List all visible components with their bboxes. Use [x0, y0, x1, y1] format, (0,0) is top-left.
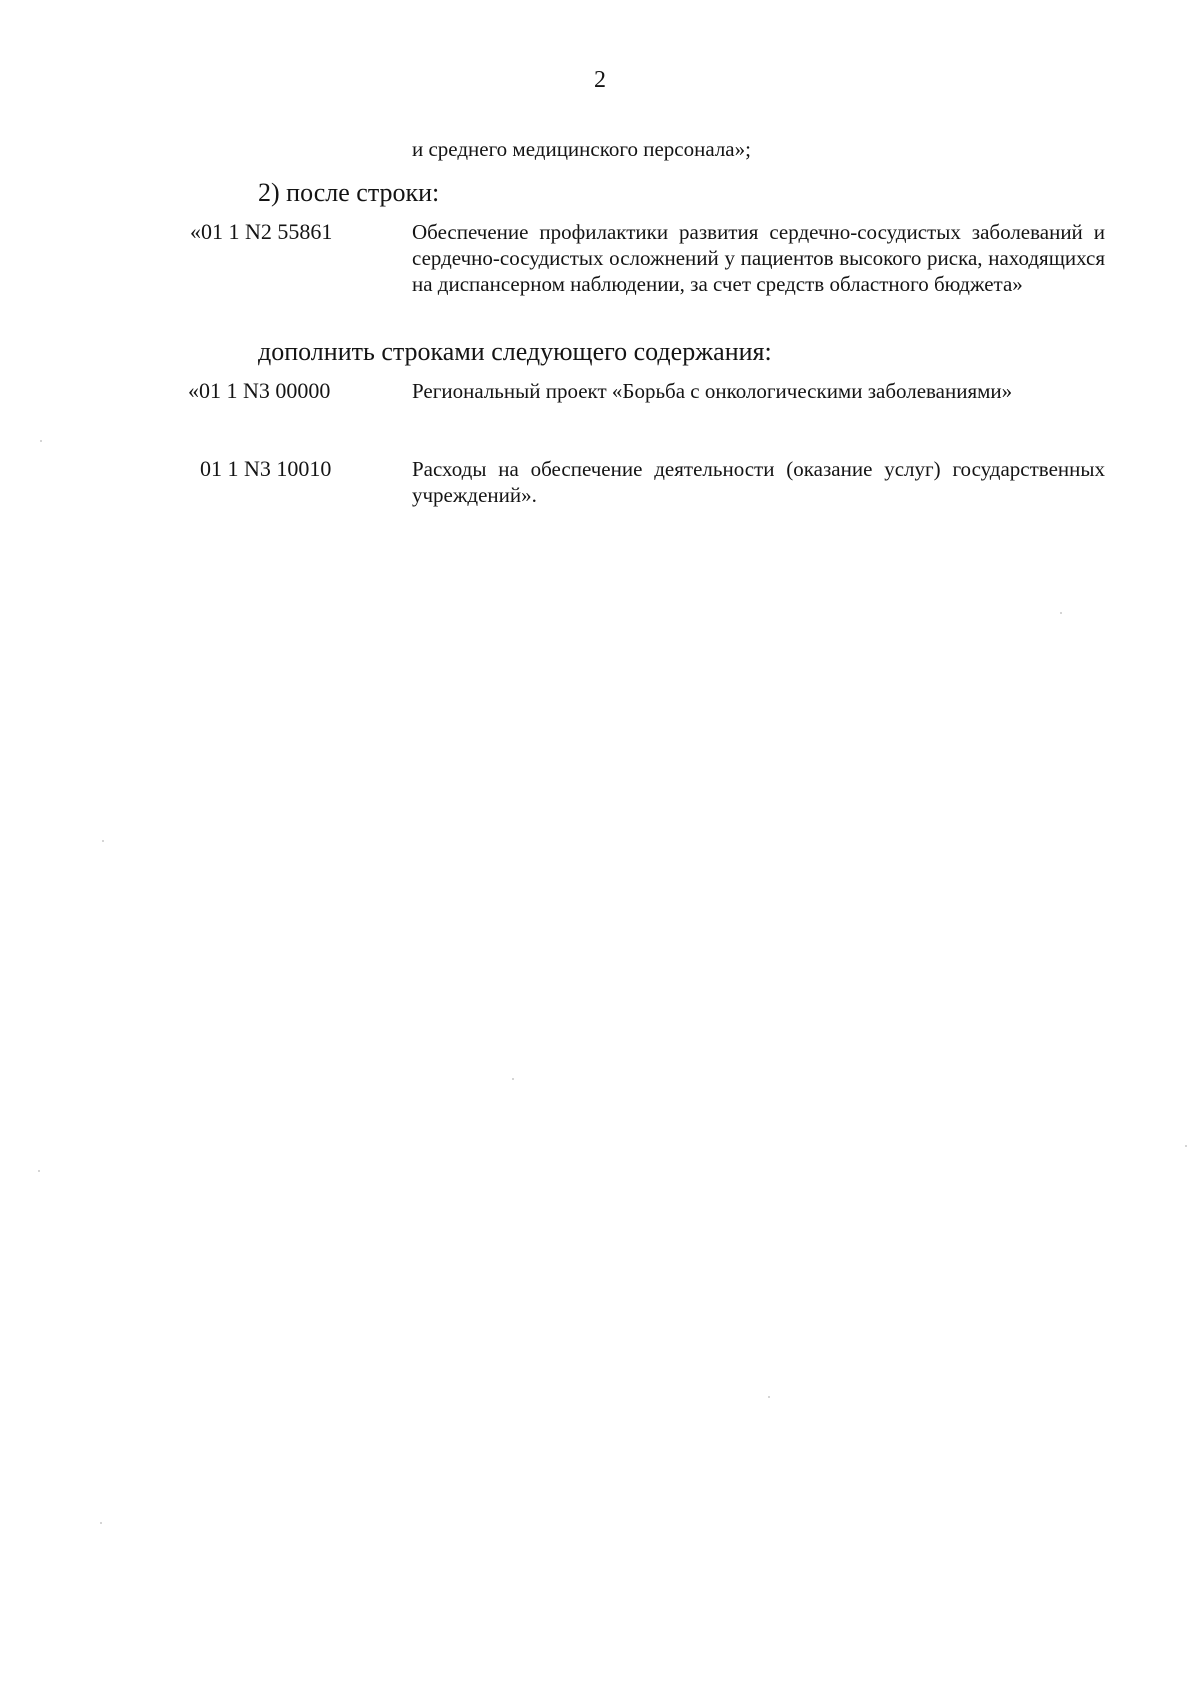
scan-speck	[102, 840, 104, 842]
scan-speck	[1185, 1145, 1187, 1147]
after-line-intro: 2) после строки:	[258, 178, 440, 207]
row-code: 01 1 N3 10010	[200, 456, 332, 481]
scan-speck	[512, 1078, 514, 1080]
add-lines-intro: дополнить строками следующего содержания:	[258, 337, 772, 366]
scan-speck	[768, 1396, 770, 1398]
row-code: «01 1 N2 55861	[190, 219, 333, 244]
continuation-text: и среднего медицинского персонала»;	[412, 137, 751, 161]
scan-speck	[38, 1170, 40, 1172]
scan-speck	[1060, 612, 1062, 614]
row-code: «01 1 N3 00000	[188, 378, 331, 403]
row-description: Обеспечение профилактики развития сердечно-сосудистых заболеваний и сердечно-сосудистых осложнений у пациентов высокого риска, находящихся на диспансерном наблюдении, за счет средств областного бюджета»	[412, 220, 1105, 296]
row-description: Региональный проект «Борьба с онкологическими заболеваниями»	[412, 379, 1013, 403]
row-description: Расходы на обеспечение деятельности (оказание услуг) государственных учреждений».	[412, 457, 1105, 507]
page-number: 2	[594, 67, 606, 93]
scan-speck	[40, 440, 42, 442]
scan-speck	[100, 1522, 102, 1524]
